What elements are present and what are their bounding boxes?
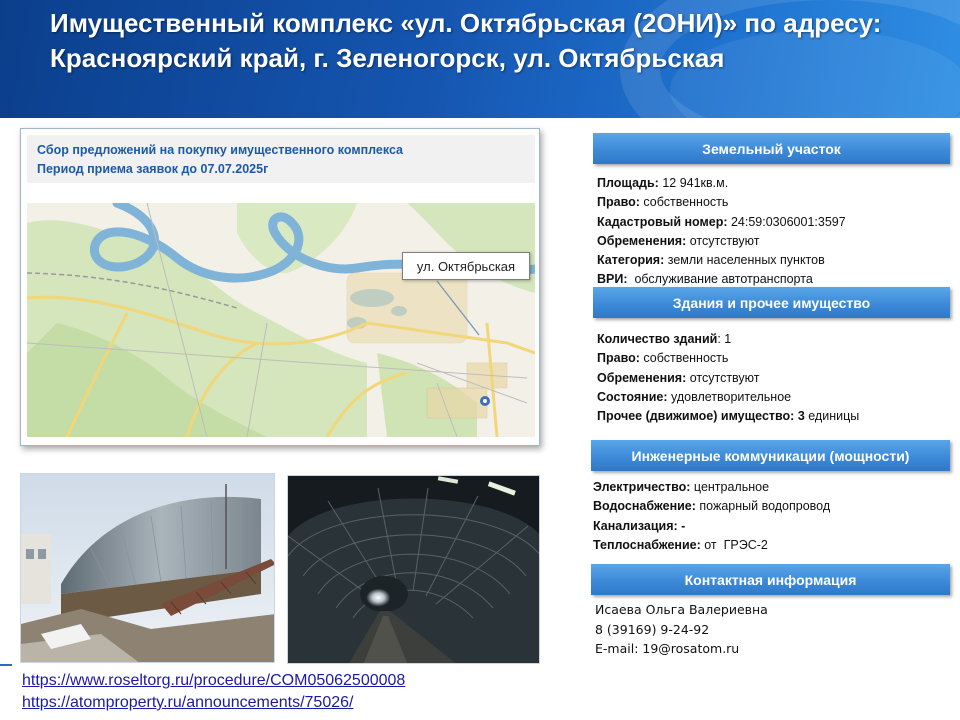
- info-value: от ГРЭС-2: [700, 537, 768, 552]
- contact-email[interactable]: E-mail: 19@rosatom.ru: [595, 641, 740, 656]
- info-row: [593, 517, 953, 536]
- info-label: Категория:: [597, 253, 665, 268]
- info-value: единицы: [804, 409, 860, 424]
- utilities-info: [593, 478, 953, 555]
- land-section-header: Земельный участок: [593, 133, 950, 164]
- info-row: [597, 349, 957, 368]
- utilities-section-header: Инженерные коммуникации (мощности): [591, 440, 950, 471]
- info-value: собственность: [639, 195, 729, 210]
- info-row: [597, 388, 957, 407]
- info-label: Канализация: -: [593, 518, 686, 533]
- info-row: [597, 369, 957, 388]
- location-map[interactable]: [27, 203, 535, 437]
- hangar-interior-photo: [287, 475, 540, 664]
- info-label: Право:: [597, 351, 640, 366]
- info-row: [593, 536, 953, 555]
- street-callout: ул. Октябрьская: [402, 252, 530, 280]
- slide-edge-mark: [0, 664, 12, 666]
- buildings-info: [597, 330, 957, 426]
- info-value: обслуживание автотранспорта: [627, 272, 813, 287]
- info-label: Прочее (движимое) имущество:: [597, 409, 795, 424]
- info-value: собственность: [639, 351, 729, 366]
- hangar-interior-image: [288, 476, 540, 664]
- info-value: : 1: [717, 332, 732, 346]
- info-value: отсутствуют: [686, 233, 760, 248]
- contact-info: [595, 600, 955, 659]
- contact-phone[interactable]: 8 (39169) 9-24-92: [595, 621, 710, 637]
- info-label: Электричество:: [593, 480, 691, 494]
- contacts-section-header: Контактная информация: [591, 564, 950, 595]
- info-label: Кадастровый номер:: [597, 214, 728, 229]
- info-row: [597, 193, 957, 212]
- caption-line: Период приема заявок до 07.07.2025г: [37, 162, 269, 176]
- info-value: пожарный водопровод: [695, 499, 831, 514]
- hangar-exterior-photo: [20, 473, 275, 663]
- info-value: 12 941кв.м.: [658, 176, 729, 190]
- info-label: Площадь:: [597, 176, 659, 190]
- info-value: земли населенных пунктов: [664, 253, 825, 268]
- external-links: [22, 670, 405, 714]
- info-label: Теплоснабжение:: [593, 537, 701, 552]
- map-card: [20, 128, 540, 446]
- land-info: [597, 174, 957, 290]
- map-caption: [27, 135, 535, 183]
- hangar-exterior-image: [21, 474, 275, 663]
- slide-header: [0, 0, 960, 118]
- info-row: [593, 478, 953, 497]
- info-label: Состояние:: [597, 389, 668, 404]
- map-graphic: [27, 203, 535, 437]
- info-value: отсутствуют: [686, 370, 760, 385]
- roseltorg-link[interactable]: https://www.roseltorg.ru/procedure/COM05062500008: [22, 672, 406, 689]
- atomproperty-link[interactable]: https://atomproperty.ru/announcements/75026/: [22, 694, 354, 711]
- info-label: Количество зданий: [597, 332, 718, 346]
- info-value: 3: [794, 409, 805, 424]
- info-value: 24:59:0306001:3597: [727, 214, 846, 229]
- info-value: центральное: [690, 480, 770, 494]
- buildings-section-header: Здания и прочее имущество: [593, 287, 950, 318]
- info-row: [597, 174, 957, 193]
- info-label: Обременения:: [597, 233, 687, 248]
- info-row: [597, 213, 957, 232]
- info-row: [597, 232, 957, 251]
- info-row: [597, 330, 957, 349]
- info-label: Обременения:: [597, 370, 687, 385]
- info-value: удовлетворительное: [667, 389, 792, 404]
- caption-line: Сбор предложений на покупку имущественного комплекса: [37, 143, 404, 157]
- info-row: [597, 251, 957, 270]
- contact-name: Исаева Ольга Валериевна: [595, 602, 768, 617]
- info-row: [597, 407, 957, 426]
- info-label: ВРИ:: [597, 272, 628, 287]
- info-label: Водоснабжение:: [593, 499, 696, 514]
- slide-title: Имущественный комплекс «ул. Октябрьская (2ОНИ)» по адресу: Красноярский край, г. Зеленогорск, ул. Октябрьская: [50, 8, 882, 73]
- info-label: Право:: [597, 195, 640, 210]
- info-row: [593, 497, 953, 516]
